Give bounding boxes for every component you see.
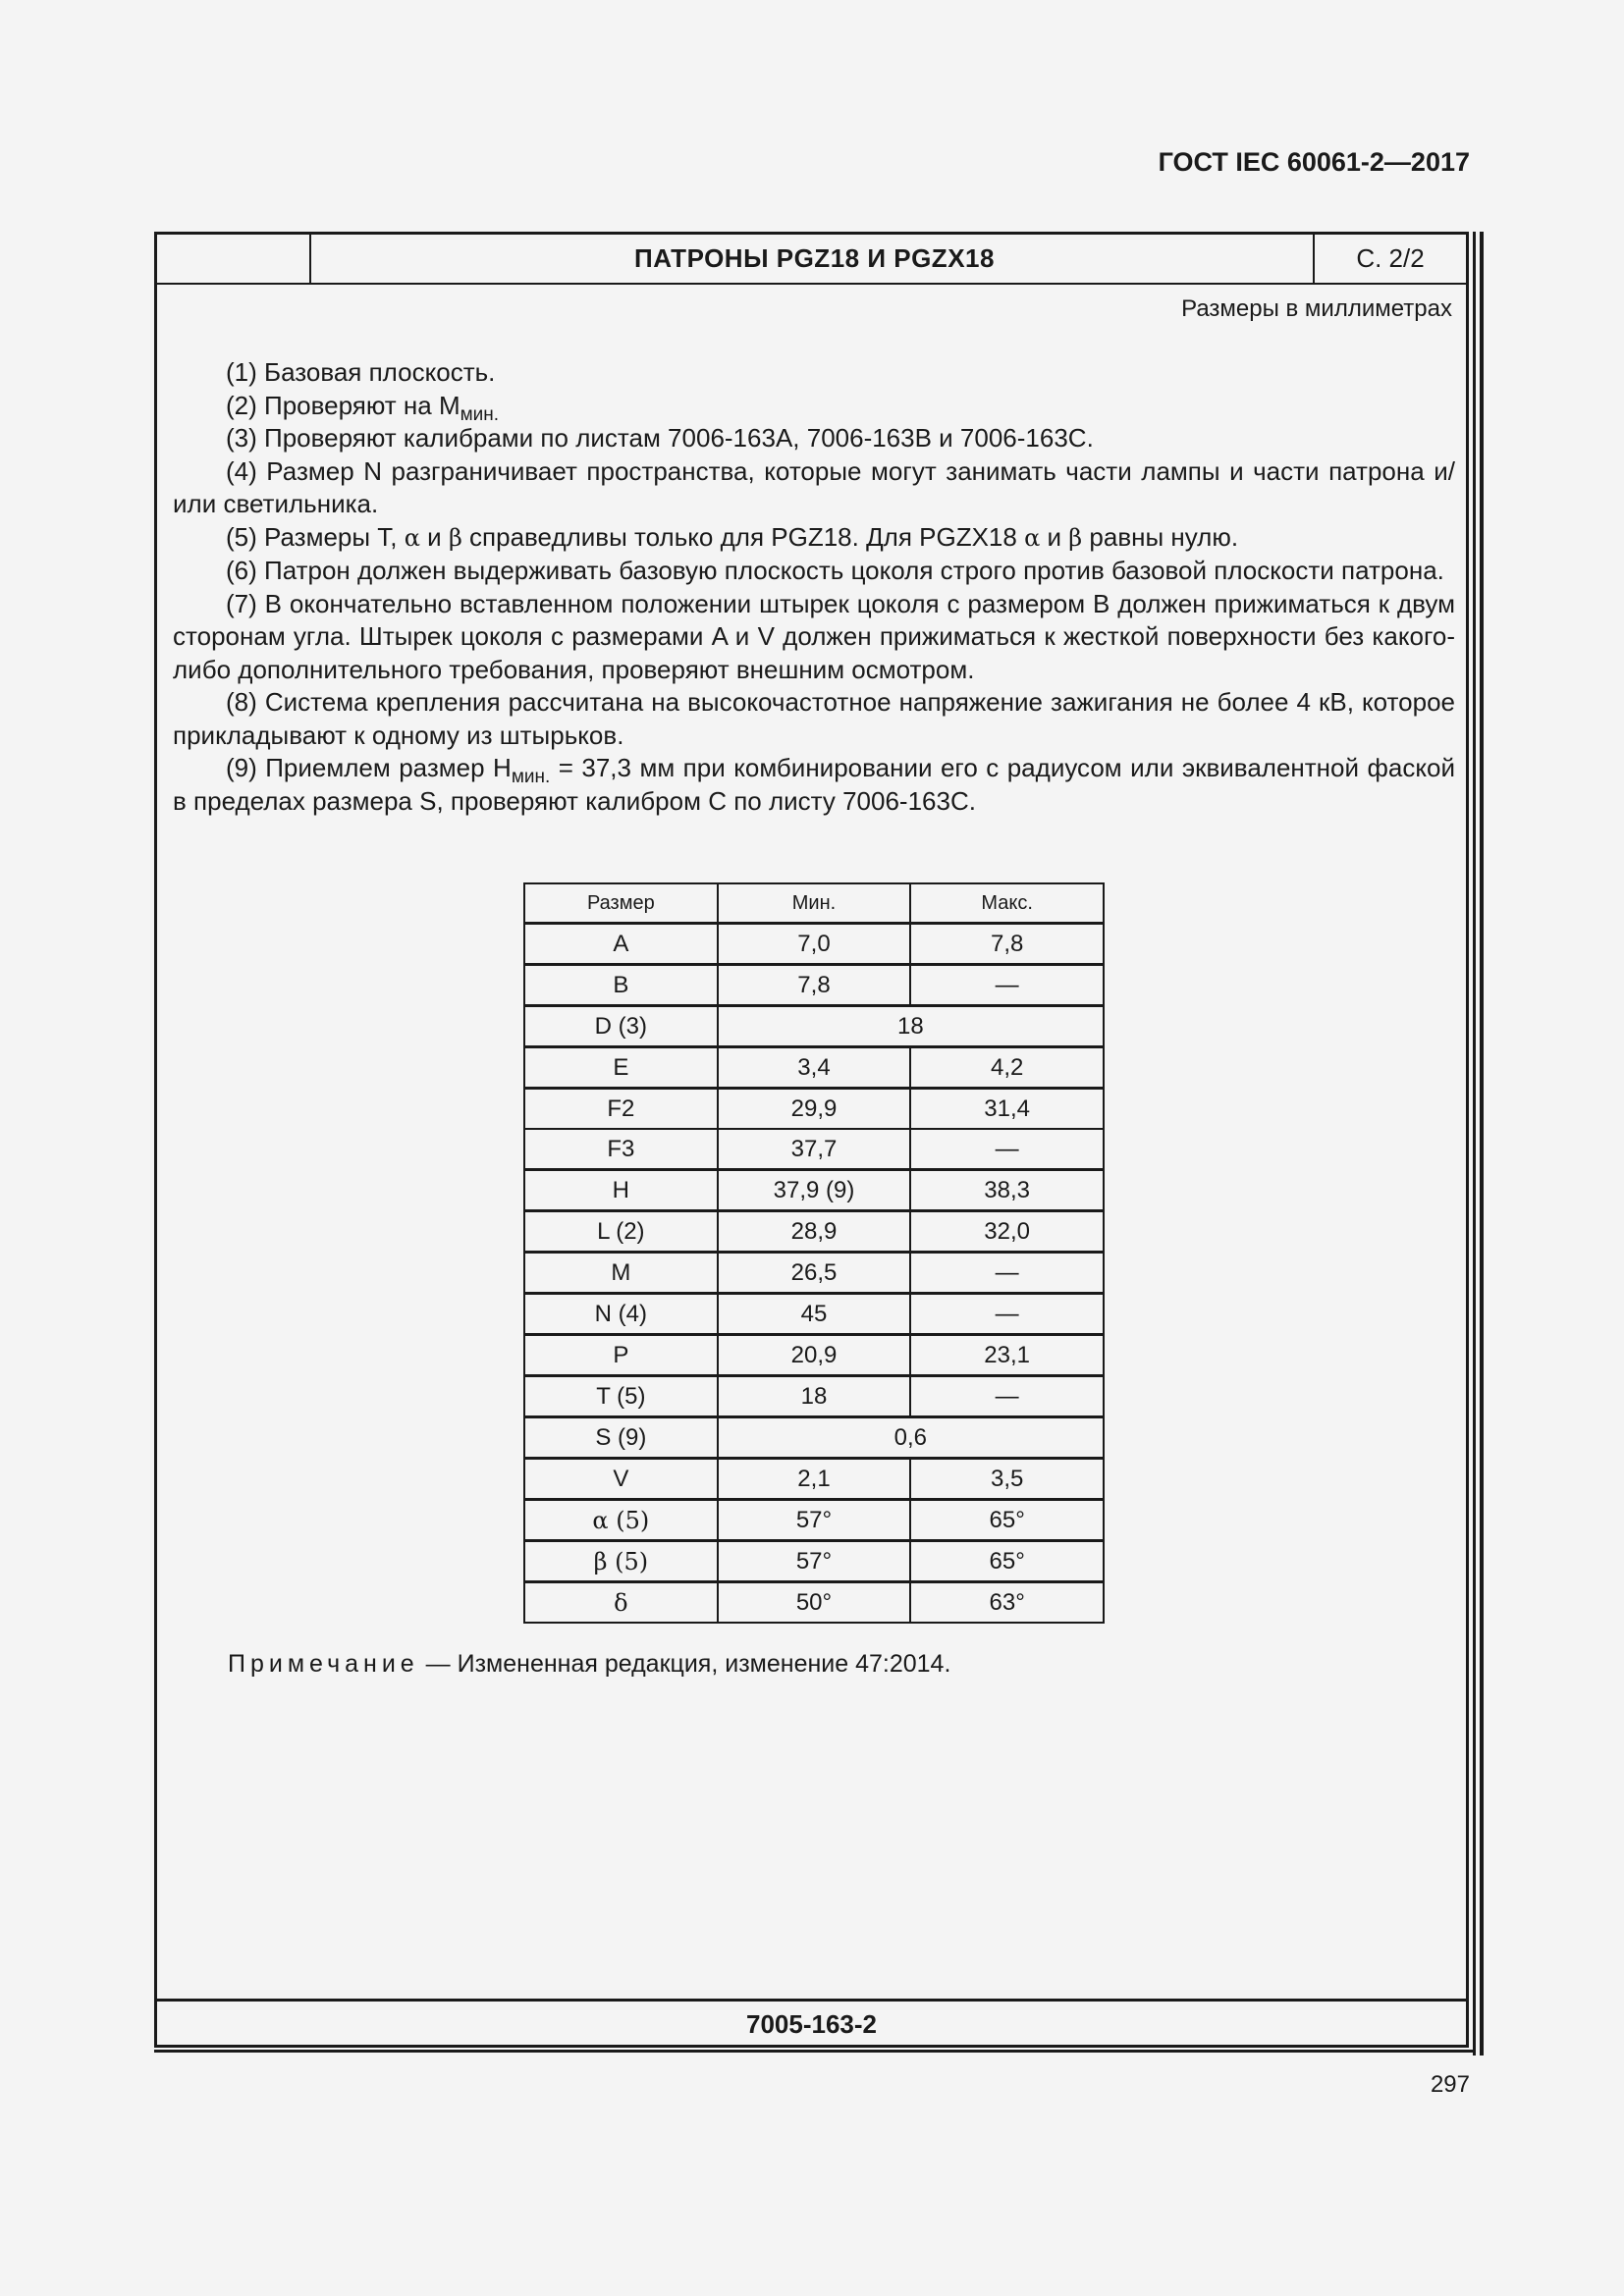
table-row bbox=[524, 1211, 1104, 1253]
cell-max: — bbox=[910, 1253, 1104, 1294]
units-note: Размеры в миллиметрах bbox=[1181, 295, 1452, 322]
header-max: Макс. bbox=[910, 883, 1104, 924]
table-row bbox=[524, 1582, 1104, 1624]
note-1: (1) Базовая плоскость. bbox=[226, 357, 496, 387]
cell-max: 4,2 bbox=[910, 1047, 1104, 1089]
note-3: (3) Проверяют калибрами по листам 7006-163A, 7006-163B и 7006-163C. bbox=[226, 423, 1094, 453]
cell-size: β (5) bbox=[524, 1541, 718, 1582]
cell-max: 65° bbox=[910, 1541, 1104, 1582]
sheet-page-indicator: С. 2/2 bbox=[1313, 235, 1466, 283]
standard-code: ГОСТ IEC 60061-2—2017 bbox=[1158, 147, 1470, 177]
cell-span: 0,6 bbox=[718, 1417, 1104, 1459]
notes-block bbox=[173, 356, 1455, 818]
cell-size: F3 bbox=[524, 1129, 718, 1170]
table-row bbox=[524, 1089, 1104, 1130]
cell-max: 38,3 bbox=[910, 1170, 1104, 1211]
cell-min: 7,8 bbox=[718, 965, 911, 1006]
cell-max: 3,5 bbox=[910, 1459, 1104, 1500]
cell-size: P bbox=[524, 1335, 718, 1376]
table-header-row bbox=[524, 883, 1104, 924]
table-row bbox=[524, 1253, 1104, 1294]
table-row bbox=[524, 1129, 1104, 1170]
cell-size: H bbox=[524, 1170, 718, 1211]
cell-min: 2,1 bbox=[718, 1459, 911, 1500]
cell-size: E bbox=[524, 1047, 718, 1089]
note-9: (9) Приемлем размер $H_{мин.} = 37,3$ мм при комбинировании его с радиусом или эквивалентной фаской в пределах размера S, проверяют калибром C по листу 7006-163C. bbox=[173, 753, 1455, 816]
sheet-code: 7005-163-2 bbox=[746, 2009, 877, 2039]
note-7: (7) В окончательно вставленном положении штырек цоколя с размером B должен прижиматься к двум сторонам угла. Штырек цоколя с размерами A и V должен прижиматься к жесткой поверхности без какого-либо дополнительного требования, проверяют внешним осмотром. bbox=[173, 588, 1455, 684]
cell-min: 18 bbox=[718, 1376, 911, 1417]
cell-max: 63° bbox=[910, 1582, 1104, 1624]
sheet-title: ПАТРОНЫ PGZ18 И PGZX18 bbox=[634, 243, 995, 273]
cell-size: M bbox=[524, 1253, 718, 1294]
table-row bbox=[524, 1417, 1104, 1459]
table-row bbox=[524, 1335, 1104, 1376]
table-row bbox=[524, 1047, 1104, 1089]
sheet-header bbox=[157, 235, 1466, 285]
cell-size: D (3) bbox=[524, 1006, 718, 1047]
table-row bbox=[524, 1500, 1104, 1541]
cell-max: — bbox=[910, 965, 1104, 1006]
header-min: Мин. bbox=[718, 883, 911, 924]
cell-size: N (4) bbox=[524, 1294, 718, 1335]
frame-double-line bbox=[1473, 232, 1476, 2056]
cell-min: 26,5 bbox=[718, 1253, 911, 1294]
dimensions-table bbox=[523, 882, 1105, 1624]
frame-bottom-line bbox=[154, 2050, 1476, 2053]
header-blank-cell bbox=[157, 235, 311, 283]
cell-min: 20,9 bbox=[718, 1335, 911, 1376]
table-row bbox=[524, 1459, 1104, 1500]
cell-max: 7,8 bbox=[910, 924, 1104, 965]
cell-size: δ bbox=[524, 1582, 718, 1624]
cell-span: 18 bbox=[718, 1006, 1104, 1047]
cell-min: 57° bbox=[718, 1500, 911, 1541]
note-label: Примечание bbox=[228, 1650, 419, 1678]
header-size: Размер bbox=[524, 883, 718, 924]
cell-max: 65° bbox=[910, 1500, 1104, 1541]
cell-size: L (2) bbox=[524, 1211, 718, 1253]
note-text: Измененная редакция, изменение 47:2014. bbox=[457, 1650, 951, 1678]
table-row bbox=[524, 965, 1104, 1006]
page-number: 297 bbox=[1430, 2071, 1470, 2098]
cell-min: 57° bbox=[718, 1541, 911, 1582]
table-row bbox=[524, 1170, 1104, 1211]
cell-max: 32,0 bbox=[910, 1211, 1104, 1253]
table-note bbox=[228, 1650, 950, 1679]
note-8: (8) Система крепления рассчитана на высокочастотное напряжение зажигания не более 4 кВ, которое прикладывают к одному из штырьков. bbox=[173, 687, 1455, 750]
cell-size: B bbox=[524, 965, 718, 1006]
cell-size: F2 bbox=[524, 1089, 718, 1130]
cell-min: 37,7 bbox=[718, 1129, 911, 1170]
cell-min: 3,4 bbox=[718, 1047, 911, 1089]
table-row bbox=[524, 1541, 1104, 1582]
frame-double-line bbox=[1480, 232, 1484, 2056]
cell-max: 31,4 bbox=[910, 1089, 1104, 1130]
cell-min: 28,9 bbox=[718, 1211, 911, 1253]
table-row bbox=[524, 924, 1104, 965]
cell-min: 50° bbox=[718, 1582, 911, 1624]
note-5: (5) Размеры T, α и β справедливы только для PGZ18. Для PGZX18 α и β равны нулю. bbox=[226, 521, 1239, 552]
cell-max: — bbox=[910, 1129, 1104, 1170]
note-2: (2) Проверяют на $M_{мин.}$ bbox=[226, 390, 500, 425]
cell-min: 37,9 (9) bbox=[718, 1170, 911, 1211]
note-6: (6) Патрон должен выдерживать базовую плоскость цоколя строго против базовой плоскости патрона. bbox=[226, 556, 1444, 585]
cell-max: — bbox=[910, 1294, 1104, 1335]
cell-size: T (5) bbox=[524, 1376, 718, 1417]
cell-size: V bbox=[524, 1459, 718, 1500]
table-row bbox=[524, 1006, 1104, 1047]
cell-size: α (5) bbox=[524, 1500, 718, 1541]
cell-max: 23,1 bbox=[910, 1335, 1104, 1376]
note-dash: — bbox=[418, 1650, 458, 1678]
sheet-frame bbox=[154, 232, 1469, 2048]
table-row bbox=[524, 1376, 1104, 1417]
cell-max: — bbox=[910, 1376, 1104, 1417]
cell-size: S (9) bbox=[524, 1417, 718, 1459]
cell-min: 45 bbox=[718, 1294, 911, 1335]
cell-min: 29,9 bbox=[718, 1089, 911, 1130]
table-row bbox=[524, 1294, 1104, 1335]
cell-min: 7,0 bbox=[718, 924, 911, 965]
cell-size: A bbox=[524, 924, 718, 965]
note-4: (4) Размер N разграничивает пространства, которые могут занимать части лампы и части патрона и/или светильника. bbox=[173, 455, 1455, 518]
